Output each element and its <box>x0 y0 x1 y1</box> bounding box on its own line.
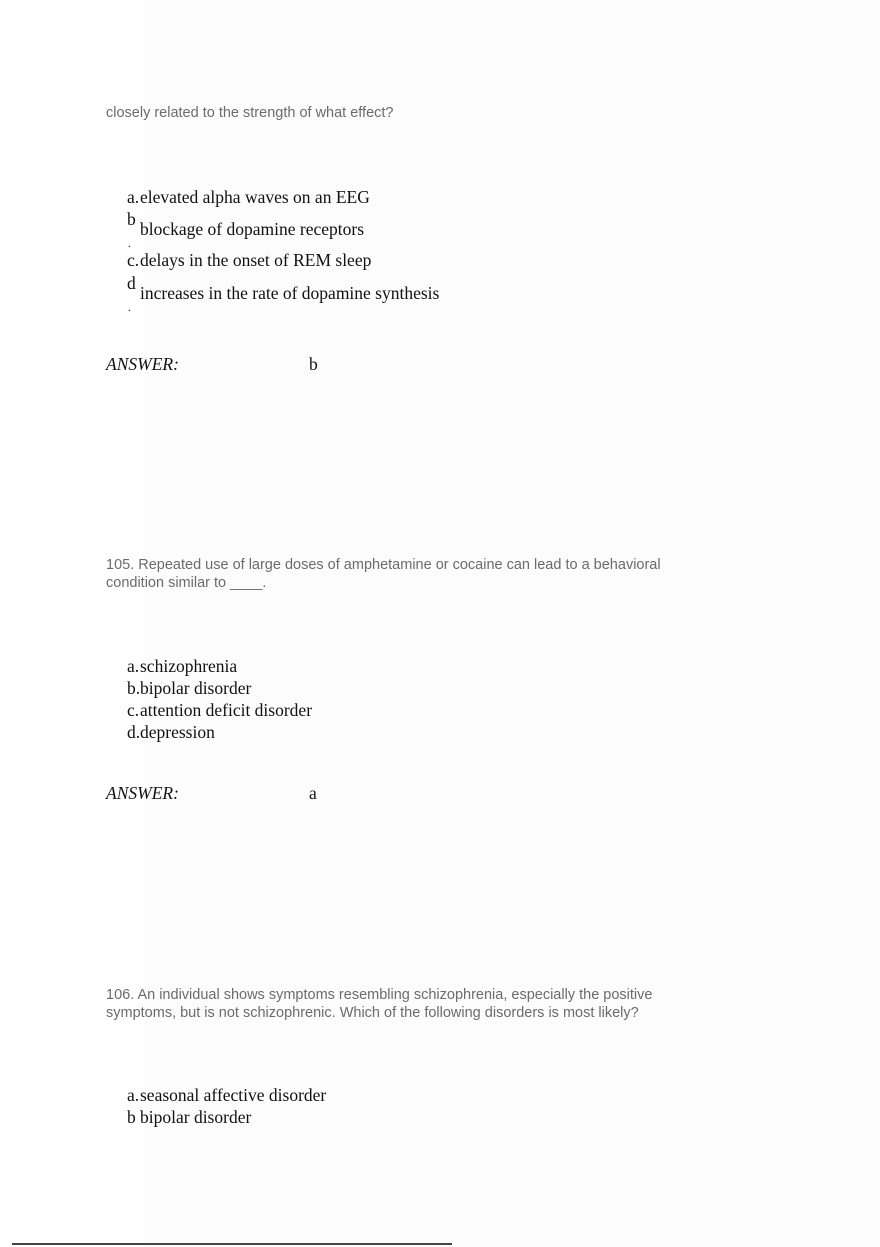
option-text: schizophrenia <box>140 656 238 676</box>
option-b <box>127 1106 251 1128</box>
option-letter: d. <box>127 722 141 742</box>
option-dot: . <box>128 300 131 314</box>
option-c <box>127 699 312 721</box>
option-letter: b <box>127 1107 136 1127</box>
option-letter: b. <box>127 678 141 698</box>
option-letter: a. <box>127 656 140 676</box>
option-text: delays in the onset of REM sleep <box>140 250 372 270</box>
question-prompt-line: closely related to the strength of what effect? <box>106 105 394 121</box>
option-dot: . <box>128 236 131 250</box>
answer-value: a <box>309 783 317 803</box>
option-text: elevated alpha waves on an EEG <box>140 187 370 207</box>
answer-label: ANSWER: <box>106 783 179 803</box>
option-letter: d <box>127 273 136 293</box>
option-a <box>127 1084 326 1106</box>
option-text: bipolar disorder <box>140 678 252 698</box>
option-text: depression <box>140 722 215 742</box>
option-text: bipolar disorder <box>140 1107 252 1127</box>
option-a <box>127 186 370 208</box>
footer-divider <box>12 1243 452 1245</box>
question-prompt-line: 106. An individual shows symptoms resembling schizophrenia, especially the positive <box>106 987 653 1003</box>
option-a <box>127 655 237 677</box>
option-text: blockage of dopamine receptors <box>140 219 365 239</box>
option-letter: c. <box>127 700 140 720</box>
option-letter: a. <box>127 1085 140 1105</box>
option-letter: b <box>127 209 136 229</box>
answer-label: ANSWER: <box>106 354 179 374</box>
question-prompt-line: condition similar to ____. <box>106 575 267 591</box>
question-prompt-line: 105. Repeated use of large doses of amphetamine or cocaine can lead to a behavioral <box>106 557 661 573</box>
option-letter: c. <box>127 250 140 270</box>
option-d <box>127 721 215 743</box>
option-text: increases in the rate of dopamine synthesis <box>140 283 440 303</box>
option-letter: a. <box>127 187 140 207</box>
option-text: seasonal affective disorder <box>140 1085 327 1105</box>
answer-value: b <box>309 354 318 374</box>
option-c <box>127 249 371 271</box>
question-prompt-line: symptoms, but is not schizophrenic. Which of the following disorders is most likely? <box>106 1005 639 1021</box>
option-b <box>127 677 251 699</box>
option-text: attention deficit disorder <box>140 700 313 720</box>
